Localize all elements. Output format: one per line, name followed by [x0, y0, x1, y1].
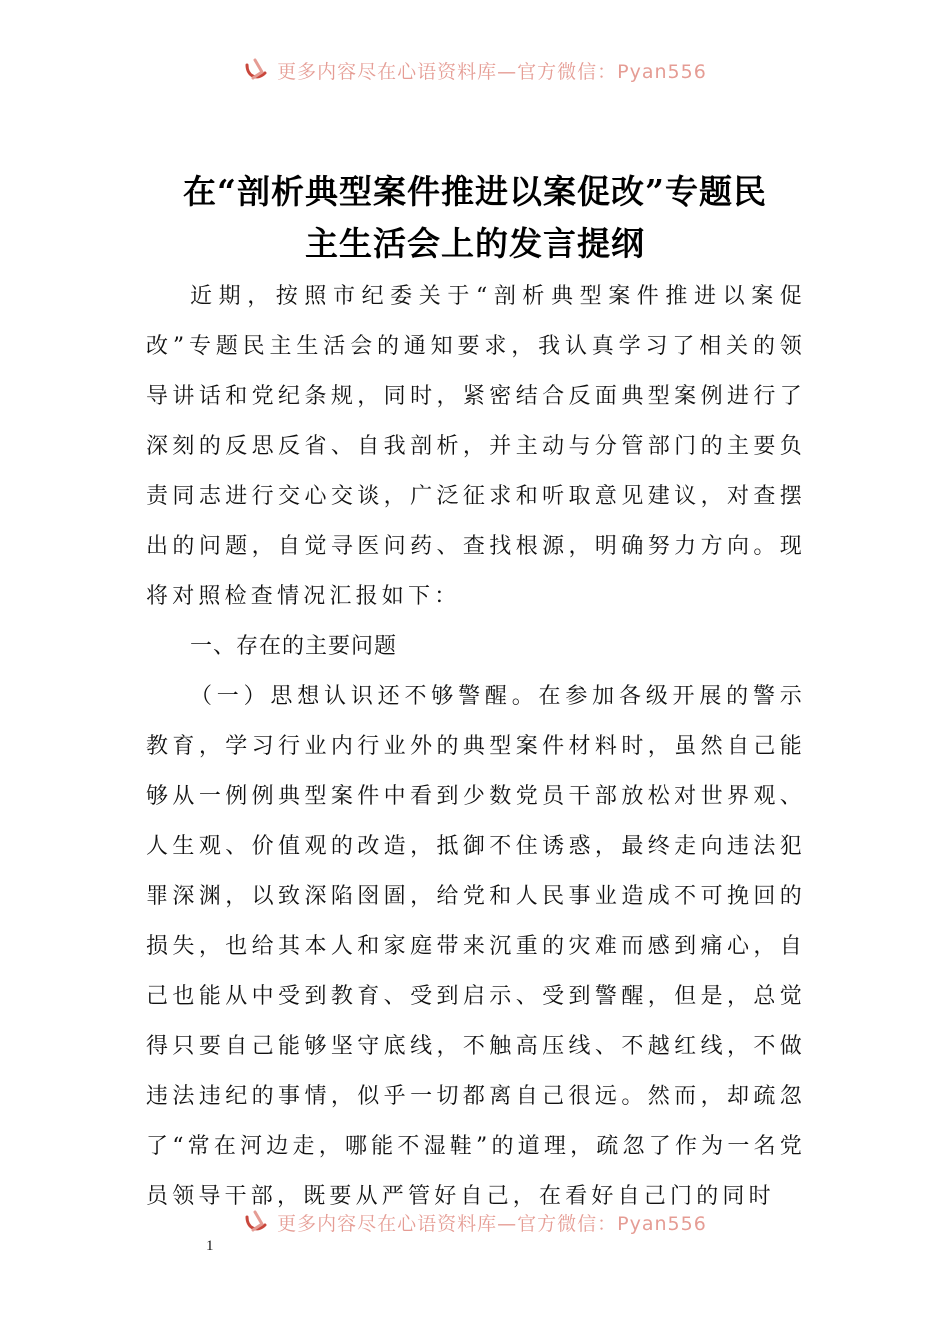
title-line-2: 主生活会上的发言提纲: [305, 224, 645, 263]
footer-watermark: [0, 1206, 950, 1238]
document-body: [146, 272, 806, 1222]
watermark-text: 更多内容尽在心语资料库—官方微信：Pyan556: [277, 60, 707, 83]
page-number: 1: [206, 1238, 214, 1254]
logo-icon: [243, 56, 271, 84]
section-paragraph: （一）思想认识还不够警醒。在参加各级开展的警示教育，学习行业内行业外的典型案件材料时，虽然自己能够从一例例典型案件中看到少数党员干部放松对世界观、人生观、价值观的改造，抵御不住诱惑，最终走向违法犯罪深渊，以致深陷囹圄，给党和人民事业造成不可挽回的损失，也给其本人和家庭带来沉重的灾难而感到痛心，自己也能从中受到教育、受到启示、受到警醒，但是，总觉得只要自己能够坚守底线，不触高压线、不越红线，不做违法违纪的事情，似乎一切都离自己很远。然而，却疏忽了“常在河边走，哪能不湿鞋”的道理，疏忽了作为一名党员领导干部，既要从严管好自己，在看好自己门的同时: [146, 684, 806, 1209]
header-watermark: [0, 54, 950, 86]
section-heading: 一、存在的主要问题: [190, 634, 398, 659]
logo-icon: [243, 1208, 271, 1236]
title-line-1: 在“剖析典型案件推进以案促改”专题民: [183, 172, 767, 211]
intro-paragraph: 近期，按照市纪委关于“剖析典型案件推进以案促改”专题民主生活会的通知要求，我认真学习了相关的领导讲话和党纪条规，同时，紧密结合反面典型案例进行了深刻的反思反省、自我剖析，并主动与分管部门的主要负责同志进行交心交谈，广泛征求和听取意见建议，对查摆出的问题，自觉寻医问药、查找根源，明确努力方向。现将对照检查情况汇报如下：: [146, 284, 806, 609]
document-title: [140, 166, 810, 270]
watermark-text: 更多内容尽在心语资料库—官方微信：Pyan556: [277, 1212, 707, 1235]
